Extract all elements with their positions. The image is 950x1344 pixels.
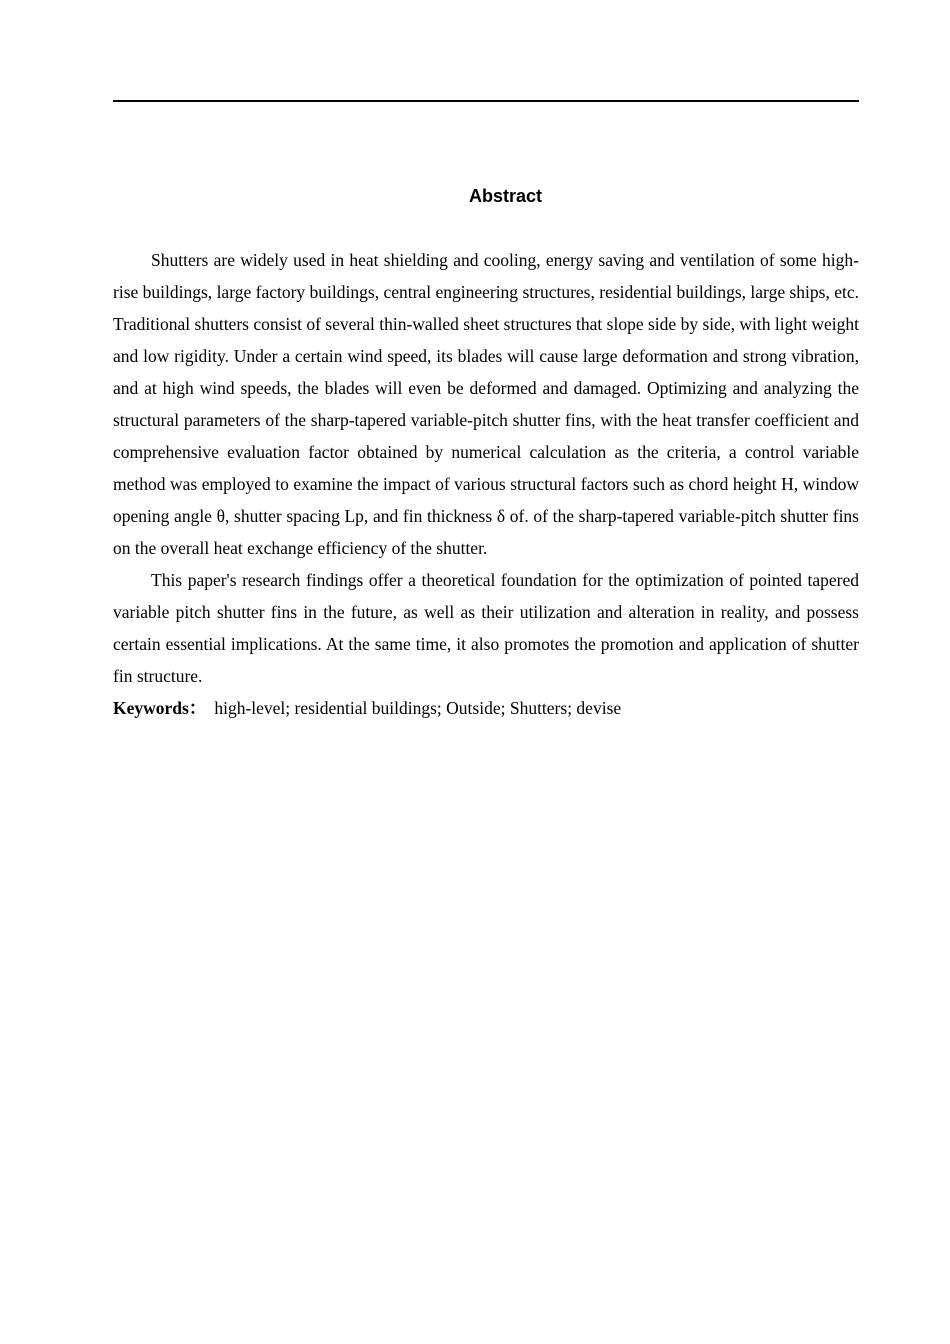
abstract-body [113, 244, 859, 724]
header-rule [113, 100, 859, 102]
keywords-line [113, 692, 859, 724]
abstract-paragraph-1: Shutters are widely used in heat shielding and cooling, energy saving and ventilation of some high-rise buildings, large factory buildings, central engineering structures, residential buildings, large ships, etc. Traditional shutters consist of several thin-walled sheet structures that slope side by side, with light weight and low rigidity. Under a certain wind speed, its blades will cause large deformation and strong vibration, and at high wind speeds, the blades will even be deformed and damaged. Optimizing and analyzing the structural parameters of the sharp-tapered variable-pitch shutter fins, with the heat transfer coefficient and comprehensive evaluation factor obtained by numerical calculation as the criteria, a control variable method was employed to examine the impact of various structural factors such as chord height H, window opening angle θ, shutter spacing Lp, and fin thickness δ of. of the sharp-tapered variable-pitch shutter fins on the overall heat exchange efficiency of the shutter. [113, 250, 859, 558]
abstract-heading: Abstract [468, 186, 543, 206]
keywords-label: Keywords： [113, 698, 207, 718]
abstract-paragraph-2: This paper's research findings offer a theoretical foundation for the optimization of pointed tapered variable pitch shutter fins in the future, as well as their utilization and alteration in reality, and possess certain essential implications. At the same time, it also promotes the promotion and application of shutter fin structure. [113, 570, 859, 686]
keywords-value: high-level; residential buildings; Outside; Shutters; devise [214, 698, 622, 718]
